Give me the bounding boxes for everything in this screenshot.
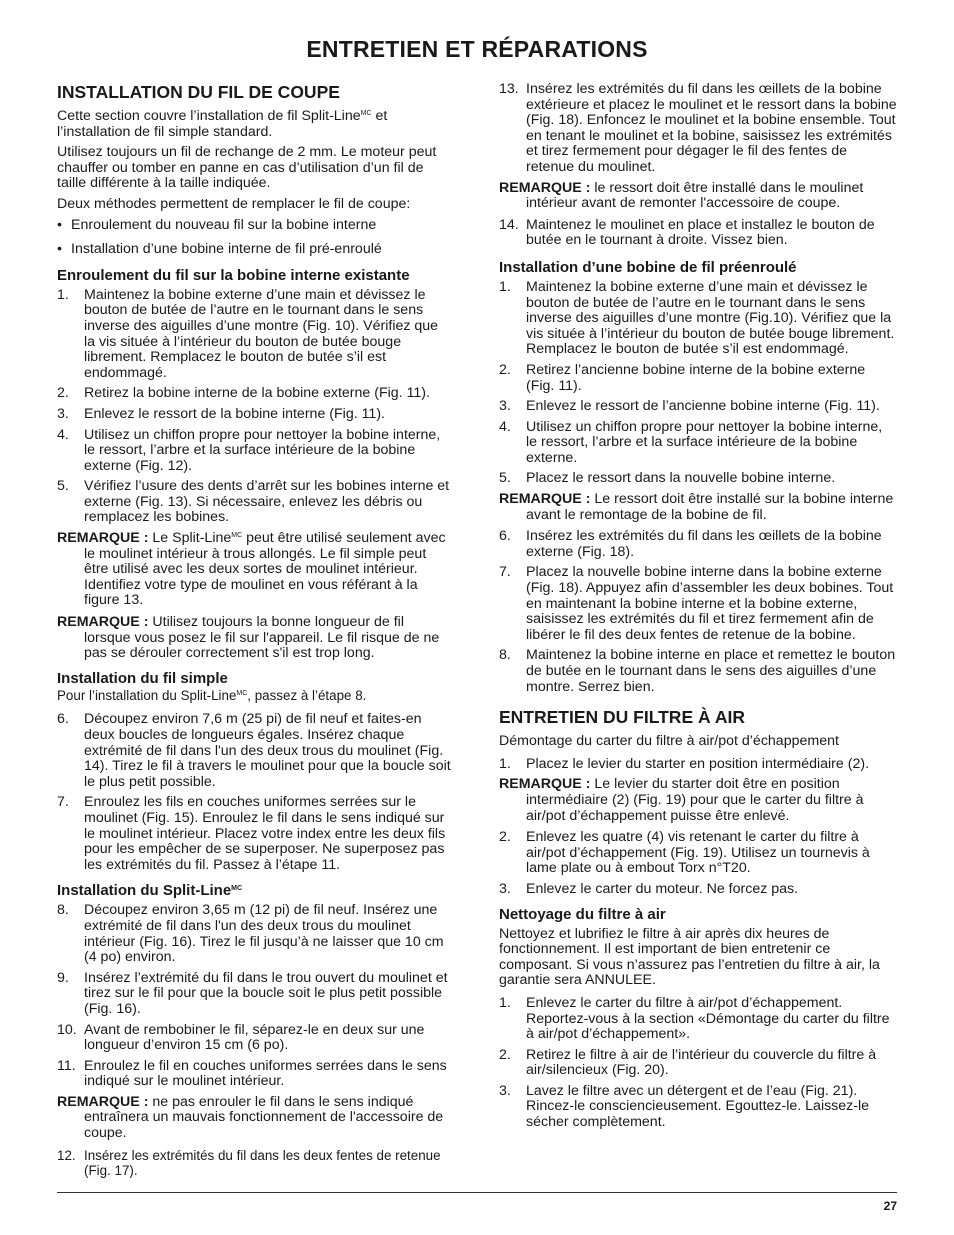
list-number: 2.	[499, 1046, 511, 1063]
list-item	[57, 479, 452, 526]
paragraph: Démontage du carter du filtre à air/pot d’échappement	[499, 733, 839, 750]
list-number: 8.	[57, 902, 69, 919]
bullet-item: • Enroulement du nouveau fil sur la bobine interne	[57, 216, 377, 233]
subsection-heading: Enroulement du fil sur la bobine interne existante	[57, 266, 410, 284]
list-number: 2.	[499, 829, 511, 846]
list-item	[57, 407, 452, 423]
left-column	[57, 82, 452, 1184]
list-text: Découpez environ 3,65 m (12 pi) de fil neuf. Insérez une extrémité de fil dans l'un des deux trous du moulinet intérieur (Fig. 16). Tirez le fil jusqu’à ne laisser que 10 cm (4 po) environ.	[84, 902, 444, 966]
list-item	[57, 1023, 452, 1054]
list-text: Utilisez un chiffon propre pour nettoyer la bobine interne, le ressort, l’arbre et la surface intérieure de la bobine externe.	[526, 418, 883, 466]
section-heading-filter: ENTRETIEN DU FILTRE À AIR	[499, 707, 745, 728]
step-list	[499, 996, 897, 1131]
list-number: 1.	[499, 994, 511, 1011]
paragraph: Pour l’installation du Split-Line$^{MC}$, passez à l’étape 8.	[57, 687, 367, 703]
list-text: Placez le ressort dans la nouvelle bobine interne.	[526, 470, 836, 487]
list-number: 2.	[499, 361, 511, 378]
list-number: 5.	[499, 470, 511, 487]
note: REMARQUE : Utilisez toujours la bonne longueur de fil lorsque vous posez le fil sur l'appareil. Le fil risque de ne pas se dérouler correctement s'il est trop long.	[57, 614, 440, 662]
list-text: Placez la nouvelle bobine interne dans la bobine externe (Fig. 18). Appuyez afin d’assembler les deux bobines. Tout en maintenant la bobine interne et la bobine externe, saisissez les extrémités du fil et tirez fermement afin de libérer le fil des deux fentes de retenue de la bobine.	[526, 564, 894, 643]
list-number: 6.	[57, 711, 69, 728]
list-text: Enlevez le ressort de l’ancienne bobine interne (Fig. 11).	[526, 398, 880, 415]
list-item	[499, 471, 897, 487]
page-number: 27	[883, 1199, 897, 1213]
list-text: Maintenez la bobine externe d’une main et dévissez le bouton de butée de l’autre en le tournant dans le sens inverse des aiguilles d’une montre (Fig. 10). Vérifiez que la vis située à l’intérieur du bouton de butée bouge librement. Remplacez le bouton de butée s’il est endommagé.	[84, 286, 439, 381]
note: REMARQUE : ne pas enrouler le fil dans le sens indiqué entraînera un mauvais fonctionnement de l'accessoire de coupe.	[57, 1093, 444, 1142]
note: REMARQUE : Le Split-Line$^{MC}$ peut être utilisé seulement avec le moulinet intérieur à trous allongés. Le fil simple peut être utilisé avec les deux sortes de moulinet intérieur. Identifiez votre type de moulinet en vous référant à la figure 13.	[57, 530, 446, 609]
list-text: Enlevez le carter du moteur. Ne forcez pas.	[526, 880, 799, 897]
list-text: Maintenez la bobine interne en place et remettez le bouton de butée en le tournant dans le sens des aiguilles d’une montre. Serrez bien.	[526, 647, 896, 695]
note: REMARQUE : Le levier du starter doit être en position intermédiaire (2) (Fig. 19) pour que le carter du filtre à air/pot d’échappement puisse être enlevé.	[499, 776, 864, 824]
section-heading-installation: INSTALLATION DU FIL DE COUPE	[57, 82, 340, 102]
paragraph: Deux méthodes permettent de remplacer le fil de coupe:	[57, 195, 411, 212]
list-text: Lavez le filtre avec un détergent et de l’eau (Fig. 21). Rincez-le consciencieusement. Egouttez-le. Laissez-le sécher complètement.	[526, 1082, 870, 1131]
list-text: Retirez la bobine interne de la bobine externe (Fig. 11).	[84, 385, 430, 402]
list-item	[57, 712, 452, 790]
list-item	[57, 386, 452, 402]
list-item	[57, 288, 452, 382]
list-item	[499, 363, 897, 394]
list-number: 11.	[57, 1057, 76, 1074]
list-number: 7.	[57, 794, 69, 811]
note: REMARQUE : le ressort doit être installé dans le moulinet intérieur avant de remonter l'accessoire de coupe.	[499, 179, 864, 212]
list-number: 4.	[57, 426, 69, 443]
list-number: 3.	[499, 1082, 511, 1099]
list-number: 2.	[57, 385, 69, 402]
list-item	[57, 971, 452, 1018]
list-item	[499, 420, 897, 467]
paragraph: Utilisez toujours un fil de rechange de 2 mm. Le moteur peut chauffer ou tomber en panne en cas d’utilisation d’un fil de taille différente à la taille indiquée.	[57, 144, 437, 192]
note: REMARQUE : Le ressort doit être installé sur la bobine interne avant le remontage de la bobine de fil.	[499, 491, 894, 523]
subsection-heading: Installation du fil simple	[57, 669, 228, 687]
list-number: 3.	[499, 398, 511, 415]
list-item	[499, 565, 897, 643]
list-text: Retirez l’ancienne bobine interne de la bobine externe (Fig. 11).	[526, 361, 866, 394]
list-text: Enlevez les quatre (4) vis retenant le carter du filtre à air/pot d’échappement (Fig. 19). Utilisez un tournevis à lame plate ou à embout Torx n°T20.	[526, 829, 870, 877]
list-item: 12. Insérez les extrémités du fil dans les deux fentes de retenue (Fig. 17).	[57, 1147, 441, 1179]
paragraph: Nettoyez et lubrifiez le filtre à air après dix heures de fonctionnement. Il est important de bien entretenir ce composant. Si vous n’assurez pas l’entretien du filtre à air, la garantie sera ANNULEE.	[499, 925, 880, 989]
list-number: 10.	[57, 1021, 77, 1038]
list-text: Retirez le filtre à air de l’intérieur du couvercle du filtre à air/silencieux (Fig. 20).	[526, 1046, 877, 1079]
subsection-heading: Nettoyage du filtre à air	[499, 905, 666, 923]
list-item: 13. Insérez les extrémités du fil dans les œillets de la bobine extérieure et placez le moulinet et le ressort dans la bobine (Fig. 18). Enfoncez le moulinet et la bobine ensemble. Tout en tenant le moulinet et la bobine, saisissez les extrémités et tirez fermement pour dégager le fil des fentes de retenue du moulinet.	[499, 81, 897, 175]
right-column	[499, 82, 897, 1136]
list-number: 1.	[57, 286, 69, 303]
list-number: 3.	[499, 880, 511, 897]
list-text: Enroulez le fil en couches uniformes serrées dans le sens indiqué sur le moulinet intérieur.	[84, 1057, 447, 1090]
step-list	[499, 529, 897, 695]
list-item	[57, 903, 452, 965]
list-text: Insérez l’extrémité du fil dans le trou ouvert du moulinet et tirez sur le fil pour que la boucle soit le plus petit possible (Fig. 16).	[84, 969, 448, 1017]
list-item	[499, 996, 897, 1043]
paragraph: Cette section couvre l’installation de fil Split-Line$^{MC}$ et l’installation de fil simple standard.	[57, 108, 388, 140]
page-title: ENTRETIEN ET RÉPARATIONS	[306, 36, 648, 62]
list-item	[57, 428, 452, 475]
list-number: 5.	[57, 478, 69, 495]
list-item	[499, 830, 897, 877]
subsection-heading: Installation d’une bobine de fil préenroulé	[499, 258, 797, 276]
list-text: Vérifiez l’usure des dents d’arrêt sur les bobines interne et externe (Fig. 13). Si nécessaire, enlevez les débris ou remplacez les bobines.	[84, 478, 450, 526]
step-list	[499, 830, 897, 897]
footer-rule	[57, 1192, 897, 1193]
list-item	[499, 882, 897, 898]
list-number: 9.	[57, 969, 69, 986]
step-list	[499, 280, 897, 487]
list-item	[57, 795, 452, 873]
list-number: 3.	[57, 405, 69, 422]
list-item: 14. Maintenez le moulinet en place et installez le bouton de butée en le tournant à droite. Vissez bien.	[499, 216, 875, 249]
list-item	[499, 399, 897, 415]
list-number: 1.	[499, 278, 511, 295]
subsection-heading: Installation du Split-Line$^{MC}$	[57, 882, 243, 900]
list-number: 7.	[499, 564, 511, 581]
list-text: Avant de rembobiner le fil, séparez-le en deux sur une longueur d’environ 15 cm (6 po).	[84, 1021, 425, 1054]
list-item	[499, 280, 897, 358]
list-text: Enlevez le ressort de la bobine interne (Fig. 11).	[84, 405, 385, 422]
list-item: 1. Placez le levier du starter en position intermédiaire (2).	[499, 755, 870, 772]
list-item	[499, 1084, 897, 1131]
list-item	[499, 1048, 897, 1079]
list-text: Insérez les extrémités du fil dans les œillets de la bobine externe (Fig. 18).	[526, 528, 882, 560]
list-number: 6.	[499, 528, 511, 545]
list-text: Utilisez un chiffon propre pour nettoyer la bobine interne, le ressort, l’arbre et la surface intérieure de la bobine externe (Fig. 12).	[84, 426, 441, 474]
step-list	[57, 903, 452, 1090]
list-text: Maintenez la bobine externe d’une main et dévissez le bouton de butée de l’autre en le tournant dans le sens inverse des aiguilles d’une montre (Fig.10). Vérifiez que la vis située à l’intérieur du bouton de butée bouge librement. Remplacez le bouton de butée s’il est endommagé.	[526, 278, 895, 358]
list-item	[499, 648, 897, 695]
step-list	[57, 712, 452, 873]
list-text: Découpez environ 7,6 m (25 pi) de fil neuf et faites-en deux boucles de longueurs égales. Insérez chaque extrémité de fil dans l'un des deux trous du moulinet (Fig. 14). Tirez le fil à travers le moulinet pour que la boucle soit le plus petit possible.	[84, 711, 451, 790]
list-text: Enlevez le carter du filtre à air/pot d’échappement. Reportez-vous à la section «Démontage du carter du filtre à air/pot d’échappement».	[526, 994, 890, 1043]
list-text: Enroulez les fils en couches uniformes serrées sur le moulinet (Fig. 15). Enroulez le fil dans le sens indiqué sur le moulinet intérieur. Placez votre index entre les deux fils pour les empêcher de se superposer. Ne superposez pas les extrémités du fil. Passez à l’étape 11.	[84, 794, 446, 873]
list-number: 4.	[499, 418, 511, 435]
list-item	[499, 529, 897, 560]
list-item	[57, 1059, 452, 1090]
bullet-item: • Installation d’une bobine interne de fil pré-enroulé	[57, 241, 382, 258]
step-list	[57, 288, 452, 526]
list-number: 8.	[499, 647, 511, 664]
